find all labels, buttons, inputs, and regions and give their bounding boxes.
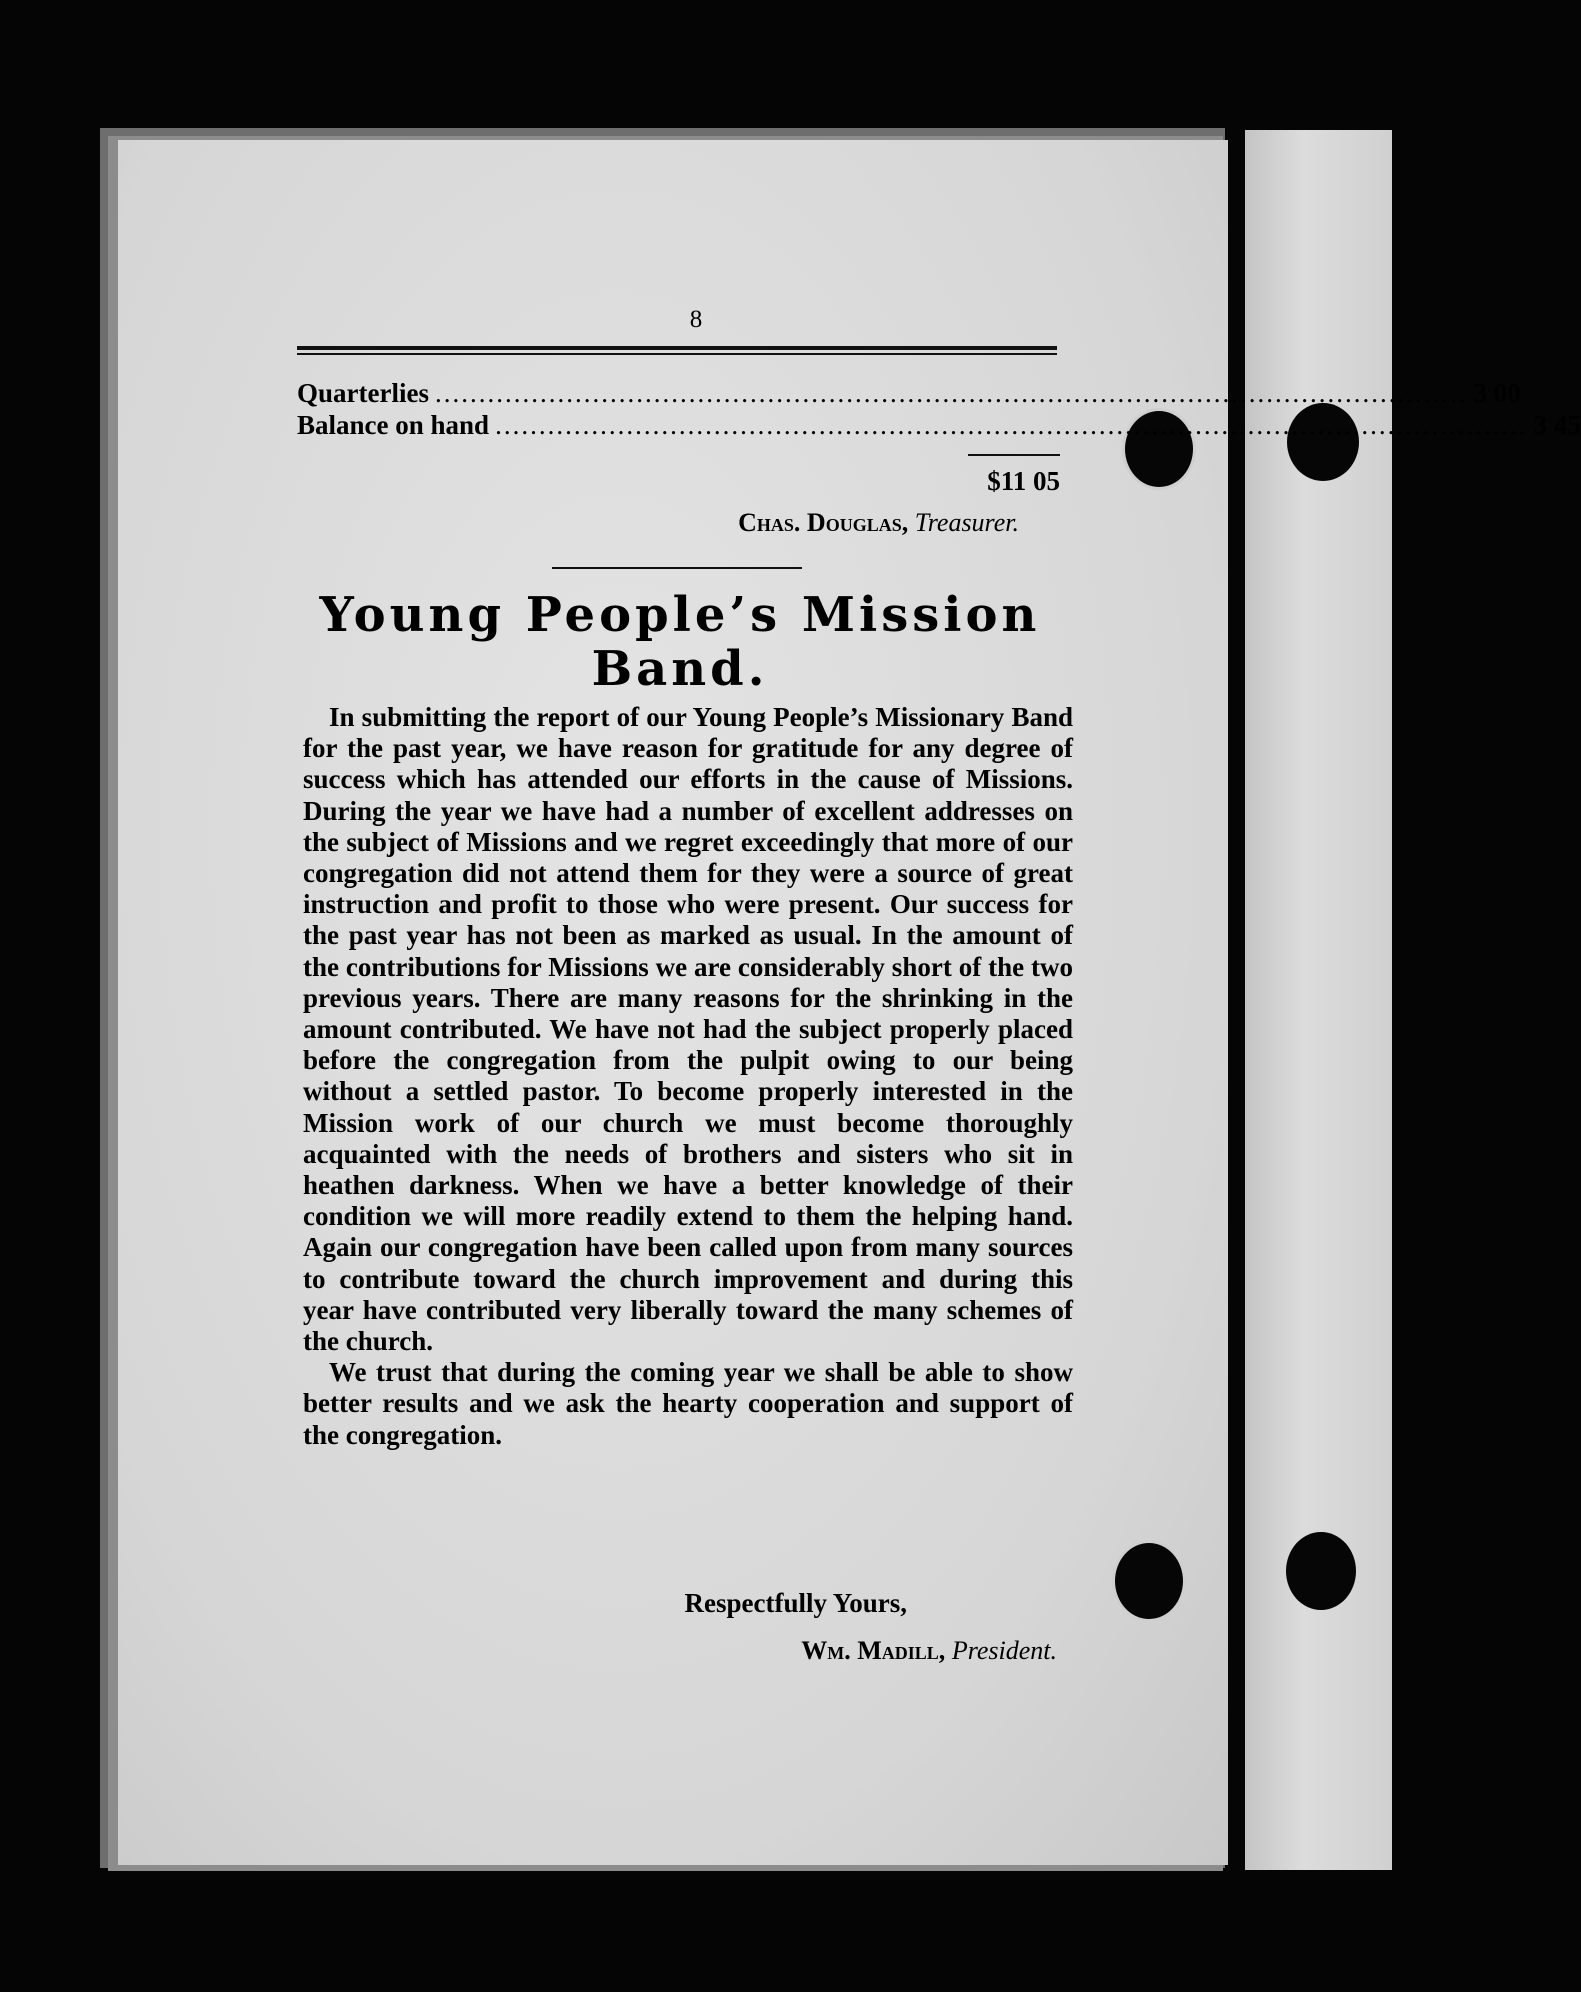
account-total: $11 05 xyxy=(987,466,1060,496)
president-title: President. xyxy=(951,1636,1057,1665)
treasurer-signature xyxy=(738,508,1019,538)
account-row xyxy=(297,378,1521,410)
leader-dots: ...................................................................................................................... xyxy=(495,410,1528,440)
page-number: 8 xyxy=(689,306,703,333)
section-heading: Young People’s Mission Band. xyxy=(319,587,1041,697)
president-name: Wm. Madill, xyxy=(801,1636,946,1665)
president-signature xyxy=(801,1636,1057,1666)
account-row xyxy=(297,410,1581,442)
leader-dots: ...................................................................................................................... xyxy=(434,378,1468,408)
header-rule xyxy=(297,346,1057,350)
punch-hole xyxy=(1286,1532,1356,1610)
report-paragraph: In submitting the report of our Young People’s Missionary Band for the past year, we have reason for gratitude for any degree of success which has attended our efforts in the cause of Missions. During the year we have had a number of excellent addresses on the subject of Missions and we regret exceedingly that more of our congregation did not attend them for they were a source of great instruction and profit to those who were present. Our success for the past year has not been as marked as usual. In the amount of the contributions for Missions we are considerably short of the two previous years. There are many reasons for the shrinking in the amount contributed. We have not had the subject properly placed before the congregation from the pulpit owing to our being without a settled pastor. To become properly interested in the Mission work of our church we must become thoroughly acquainted with the needs of brothers and sisters who sit in heathen darkness. When we have a better knowledge of their condition we will more readily extend to them the helping hand. Again our congregation have been called upon from many sources to contribute toward the church improvement and during this year have contributed very liberally toward the many schemes of the church. xyxy=(303,702,1073,1357)
closing-phrase: Respectfully Yours, xyxy=(684,1588,907,1618)
report-paragraph: We trust that during the coming year we shall be able to show better results and we ask the hearty cooperation and support of the congregation. xyxy=(303,1357,1073,1450)
treasurer-title: Treasurer. xyxy=(914,508,1019,537)
account-amount: 3 45 xyxy=(1533,410,1581,440)
account-label: Quarterlies xyxy=(297,378,429,408)
section-separator xyxy=(552,567,802,569)
account-label: Balance on hand xyxy=(297,410,490,440)
account-amount: 3 00 xyxy=(1473,378,1521,408)
punch-hole xyxy=(1112,1540,1186,1622)
header-rule-thin xyxy=(297,353,1057,355)
report-body xyxy=(303,702,1073,1451)
treasurer-name: Chas. Douglas, xyxy=(738,508,909,537)
total-rule xyxy=(968,454,1060,456)
